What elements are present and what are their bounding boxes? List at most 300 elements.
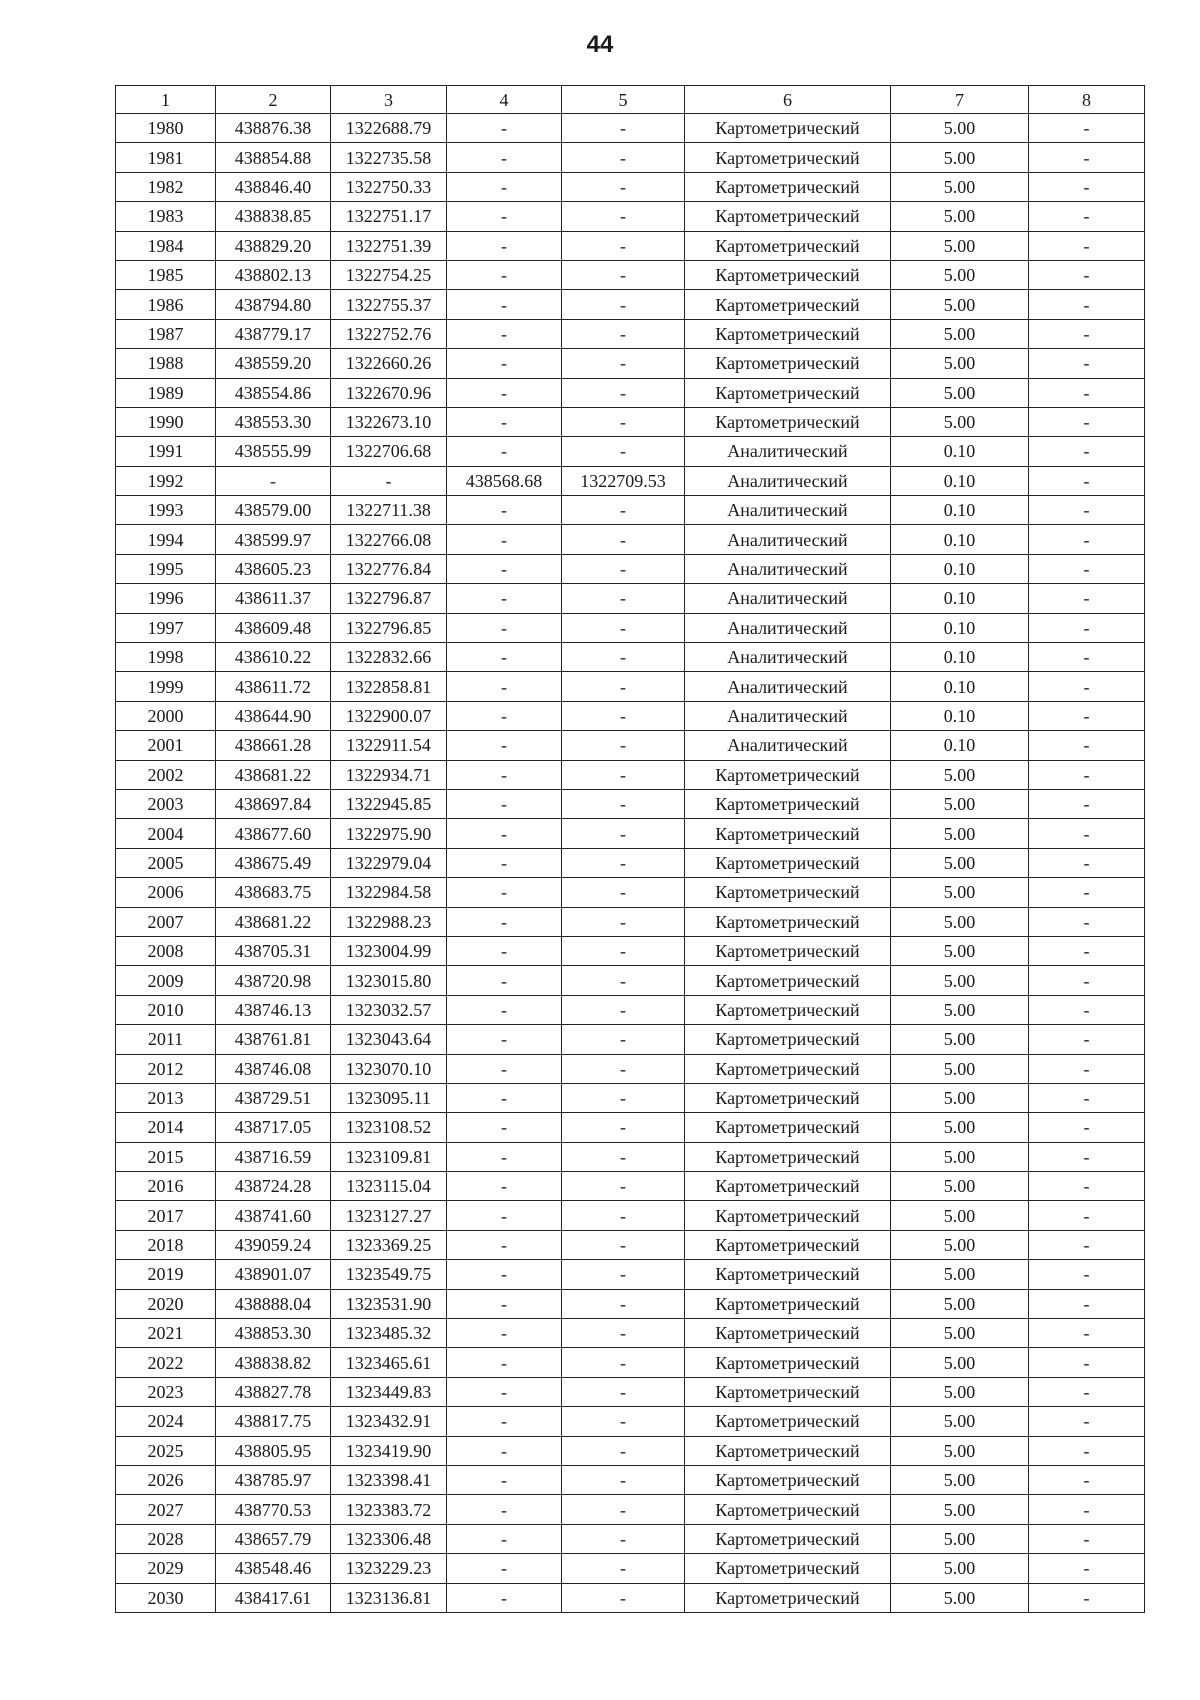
method-cell: Картометрический bbox=[685, 1260, 891, 1289]
x-coordinate-cell: 438605.23 bbox=[216, 554, 331, 583]
accuracy-cell: 0.10 bbox=[891, 701, 1029, 730]
accuracy-cell: 0.10 bbox=[891, 613, 1029, 642]
new-x-coordinate-cell: - bbox=[447, 1319, 562, 1348]
point-number-cell: 2028 bbox=[116, 1524, 216, 1553]
new-x-coordinate-cell: - bbox=[447, 1407, 562, 1436]
new-x-coordinate-cell: - bbox=[447, 1113, 562, 1142]
accuracy-cell: 5.00 bbox=[891, 1436, 1029, 1465]
accuracy-cell: 5.00 bbox=[891, 1083, 1029, 1112]
new-y-coordinate-cell: - bbox=[562, 554, 685, 583]
description-cell: - bbox=[1029, 1172, 1145, 1201]
new-y-coordinate-cell: - bbox=[562, 231, 685, 260]
table-row bbox=[116, 643, 1145, 672]
new-x-coordinate-cell: - bbox=[447, 1495, 562, 1524]
table-row bbox=[116, 1142, 1145, 1171]
description-cell: - bbox=[1029, 1142, 1145, 1171]
table-row bbox=[116, 907, 1145, 936]
point-number-cell: 2000 bbox=[116, 701, 216, 730]
point-number-cell: 2017 bbox=[116, 1201, 216, 1230]
table-row bbox=[116, 496, 1145, 525]
new-y-coordinate-cell: - bbox=[562, 1289, 685, 1318]
description-cell: - bbox=[1029, 1054, 1145, 1083]
description-cell: - bbox=[1029, 907, 1145, 936]
y-coordinate-cell: 1323229.23 bbox=[331, 1554, 447, 1583]
table-row bbox=[116, 1319, 1145, 1348]
new-y-coordinate-cell: - bbox=[562, 789, 685, 818]
method-cell: Картометрический bbox=[685, 1348, 891, 1377]
description-cell: - bbox=[1029, 613, 1145, 642]
new-x-coordinate-cell: - bbox=[447, 290, 562, 319]
point-number-cell: 2008 bbox=[116, 936, 216, 965]
method-cell: Аналитический bbox=[685, 437, 891, 466]
method-cell: Картометрический bbox=[685, 1083, 891, 1112]
x-coordinate-cell: 438705.31 bbox=[216, 936, 331, 965]
method-cell: Картометрический bbox=[685, 319, 891, 348]
new-x-coordinate-cell: - bbox=[447, 936, 562, 965]
y-coordinate-cell: 1322670.96 bbox=[331, 378, 447, 407]
table-row bbox=[116, 290, 1145, 319]
accuracy-cell: 5.00 bbox=[891, 819, 1029, 848]
x-coordinate-cell: 438846.40 bbox=[216, 172, 331, 201]
description-cell: - bbox=[1029, 114, 1145, 143]
method-cell: Аналитический bbox=[685, 554, 891, 583]
point-number-cell: 2025 bbox=[116, 1436, 216, 1465]
point-number-cell: 1999 bbox=[116, 672, 216, 701]
x-coordinate-cell: 438661.28 bbox=[216, 731, 331, 760]
new-x-coordinate-cell: - bbox=[447, 1083, 562, 1112]
x-coordinate-cell: 438827.78 bbox=[216, 1377, 331, 1406]
accuracy-cell: 0.10 bbox=[891, 496, 1029, 525]
accuracy-cell: 5.00 bbox=[891, 114, 1029, 143]
description-cell: - bbox=[1029, 1083, 1145, 1112]
table-row bbox=[116, 1436, 1145, 1465]
table-row bbox=[116, 1554, 1145, 1583]
new-y-coordinate-cell: - bbox=[562, 1583, 685, 1612]
accuracy-cell: 5.00 bbox=[891, 143, 1029, 172]
method-cell: Картометрический bbox=[685, 1495, 891, 1524]
x-coordinate-cell: 438553.30 bbox=[216, 407, 331, 436]
new-y-coordinate-cell: - bbox=[562, 260, 685, 289]
method-cell: Аналитический bbox=[685, 466, 891, 495]
new-y-coordinate-cell: - bbox=[562, 819, 685, 848]
method-cell: Картометрический bbox=[685, 966, 891, 995]
new-y-coordinate-cell: - bbox=[562, 1025, 685, 1054]
method-cell: Картометрический bbox=[685, 407, 891, 436]
point-number-cell: 2005 bbox=[116, 848, 216, 877]
description-cell: - bbox=[1029, 1348, 1145, 1377]
accuracy-cell: 5.00 bbox=[891, 378, 1029, 407]
accuracy-cell: 5.00 bbox=[891, 1319, 1029, 1348]
point-number-cell: 1996 bbox=[116, 584, 216, 613]
accuracy-cell: 5.00 bbox=[891, 1407, 1029, 1436]
table-row bbox=[116, 172, 1145, 201]
description-cell: - bbox=[1029, 731, 1145, 760]
new-y-coordinate-cell: - bbox=[562, 378, 685, 407]
point-number-cell: 2014 bbox=[116, 1113, 216, 1142]
description-cell: - bbox=[1029, 1230, 1145, 1259]
new-y-coordinate-cell: - bbox=[562, 1319, 685, 1348]
description-cell: - bbox=[1029, 995, 1145, 1024]
accuracy-cell: 0.10 bbox=[891, 437, 1029, 466]
table-row bbox=[116, 1289, 1145, 1318]
method-cell: Картометрический bbox=[685, 1407, 891, 1436]
method-cell: Картометрический bbox=[685, 1142, 891, 1171]
point-number-cell: 2011 bbox=[116, 1025, 216, 1054]
x-coordinate-cell: 438741.60 bbox=[216, 1201, 331, 1230]
table-body bbox=[116, 114, 1145, 1613]
new-y-coordinate-cell: - bbox=[562, 1407, 685, 1436]
x-coordinate-cell: 438609.48 bbox=[216, 613, 331, 642]
new-y-coordinate-cell: - bbox=[562, 319, 685, 348]
x-coordinate-cell: 438720.98 bbox=[216, 966, 331, 995]
y-coordinate-cell: 1323485.32 bbox=[331, 1319, 447, 1348]
point-number-cell: 1994 bbox=[116, 525, 216, 554]
description-cell: - bbox=[1029, 819, 1145, 848]
accuracy-cell: 0.10 bbox=[891, 731, 1029, 760]
x-coordinate-cell: 438417.61 bbox=[216, 1583, 331, 1612]
new-x-coordinate-cell: - bbox=[447, 760, 562, 789]
x-coordinate-cell: 438555.99 bbox=[216, 437, 331, 466]
description-cell: - bbox=[1029, 466, 1145, 495]
new-y-coordinate-cell: - bbox=[562, 1113, 685, 1142]
point-number-cell: 1993 bbox=[116, 496, 216, 525]
method-cell: Аналитический bbox=[685, 672, 891, 701]
new-y-coordinate-cell: 1322709.53 bbox=[562, 466, 685, 495]
method-cell: Картометрический bbox=[685, 1465, 891, 1494]
new-x-coordinate-cell: 438568.68 bbox=[447, 466, 562, 495]
description-cell: - bbox=[1029, 1113, 1145, 1142]
accuracy-cell: 5.00 bbox=[891, 995, 1029, 1024]
point-number-cell: 2016 bbox=[116, 1172, 216, 1201]
new-y-coordinate-cell: - bbox=[562, 731, 685, 760]
description-cell: - bbox=[1029, 260, 1145, 289]
point-number-cell: 2023 bbox=[116, 1377, 216, 1406]
method-cell: Аналитический bbox=[685, 701, 891, 730]
new-x-coordinate-cell: - bbox=[447, 172, 562, 201]
point-number-cell: 2002 bbox=[116, 760, 216, 789]
new-y-coordinate-cell: - bbox=[562, 672, 685, 701]
point-number-cell: 2012 bbox=[116, 1054, 216, 1083]
accuracy-cell: 5.00 bbox=[891, 172, 1029, 201]
point-number-cell: 2018 bbox=[116, 1230, 216, 1259]
table-row bbox=[116, 1377, 1145, 1406]
y-coordinate-cell: 1323095.11 bbox=[331, 1083, 447, 1112]
column-header-1: 1 bbox=[116, 86, 216, 114]
y-coordinate-cell: 1323070.10 bbox=[331, 1054, 447, 1083]
x-coordinate-cell: 438657.79 bbox=[216, 1524, 331, 1553]
new-x-coordinate-cell: - bbox=[447, 1377, 562, 1406]
point-number-cell: 1984 bbox=[116, 231, 216, 260]
x-coordinate-cell: 438770.53 bbox=[216, 1495, 331, 1524]
point-number-cell: 1989 bbox=[116, 378, 216, 407]
y-coordinate-cell: 1323398.41 bbox=[331, 1465, 447, 1494]
x-coordinate-cell: 438817.75 bbox=[216, 1407, 331, 1436]
new-y-coordinate-cell: - bbox=[562, 613, 685, 642]
x-coordinate-cell: 438888.04 bbox=[216, 1289, 331, 1318]
y-coordinate-cell: 1323306.48 bbox=[331, 1524, 447, 1553]
x-coordinate-cell: 438779.17 bbox=[216, 319, 331, 348]
new-y-coordinate-cell: - bbox=[562, 202, 685, 231]
new-y-coordinate-cell: - bbox=[562, 966, 685, 995]
new-x-coordinate-cell: - bbox=[447, 613, 562, 642]
new-y-coordinate-cell: - bbox=[562, 1083, 685, 1112]
point-number-cell: 2003 bbox=[116, 789, 216, 818]
new-x-coordinate-cell: - bbox=[447, 114, 562, 143]
y-coordinate-cell: 1323419.90 bbox=[331, 1436, 447, 1465]
y-coordinate-cell: 1322766.08 bbox=[331, 525, 447, 554]
x-coordinate-cell: 438548.46 bbox=[216, 1554, 331, 1583]
new-x-coordinate-cell: - bbox=[447, 1054, 562, 1083]
point-number-cell: 1990 bbox=[116, 407, 216, 436]
table-row bbox=[116, 1201, 1145, 1230]
description-cell: - bbox=[1029, 378, 1145, 407]
y-coordinate-cell: 1322755.37 bbox=[331, 290, 447, 319]
coordinates-table bbox=[115, 85, 1145, 1613]
new-y-coordinate-cell: - bbox=[562, 878, 685, 907]
column-header-2: 2 bbox=[216, 86, 331, 114]
new-y-coordinate-cell: - bbox=[562, 1260, 685, 1289]
description-cell: - bbox=[1029, 172, 1145, 201]
description-cell: - bbox=[1029, 202, 1145, 231]
accuracy-cell: 5.00 bbox=[891, 1260, 1029, 1289]
new-y-coordinate-cell: - bbox=[562, 936, 685, 965]
accuracy-cell: 5.00 bbox=[891, 848, 1029, 877]
table-row bbox=[116, 789, 1145, 818]
accuracy-cell: 0.10 bbox=[891, 672, 1029, 701]
new-y-coordinate-cell: - bbox=[562, 1524, 685, 1553]
y-coordinate-cell: 1322735.58 bbox=[331, 143, 447, 172]
method-cell: Картометрический bbox=[685, 1436, 891, 1465]
y-coordinate-cell: 1322832.66 bbox=[331, 643, 447, 672]
accuracy-cell: 5.00 bbox=[891, 290, 1029, 319]
description-cell: - bbox=[1029, 231, 1145, 260]
method-cell: Картометрический bbox=[685, 172, 891, 201]
new-y-coordinate-cell: - bbox=[562, 525, 685, 554]
method-cell: Аналитический bbox=[685, 496, 891, 525]
x-coordinate-cell: 438901.07 bbox=[216, 1260, 331, 1289]
accuracy-cell: 5.00 bbox=[891, 1113, 1029, 1142]
x-coordinate-cell: 438610.22 bbox=[216, 643, 331, 672]
accuracy-cell: 5.00 bbox=[891, 1465, 1029, 1494]
description-cell: - bbox=[1029, 672, 1145, 701]
method-cell: Картометрический bbox=[685, 760, 891, 789]
y-coordinate-cell: 1322975.90 bbox=[331, 819, 447, 848]
description-cell: - bbox=[1029, 848, 1145, 877]
y-coordinate-cell: 1322673.10 bbox=[331, 407, 447, 436]
table-header bbox=[116, 86, 1145, 114]
x-coordinate-cell: 438854.88 bbox=[216, 143, 331, 172]
point-number-cell: 2020 bbox=[116, 1289, 216, 1318]
y-coordinate-cell: 1322934.71 bbox=[331, 760, 447, 789]
x-coordinate-cell: 438746.13 bbox=[216, 995, 331, 1024]
accuracy-cell: 5.00 bbox=[891, 407, 1029, 436]
method-cell: Картометрический bbox=[685, 907, 891, 936]
description-cell: - bbox=[1029, 584, 1145, 613]
table-row bbox=[116, 1054, 1145, 1083]
y-coordinate-cell: 1322706.68 bbox=[331, 437, 447, 466]
table-row bbox=[116, 1524, 1145, 1553]
description-cell: - bbox=[1029, 1025, 1145, 1054]
y-coordinate-cell: 1322900.07 bbox=[331, 701, 447, 730]
new-y-coordinate-cell: - bbox=[562, 407, 685, 436]
point-number-cell: 2026 bbox=[116, 1465, 216, 1494]
x-coordinate-cell: 438746.08 bbox=[216, 1054, 331, 1083]
y-coordinate-cell: - bbox=[331, 466, 447, 495]
x-coordinate-cell: 438644.90 bbox=[216, 701, 331, 730]
y-coordinate-cell: 1323449.83 bbox=[331, 1377, 447, 1406]
method-cell: Аналитический bbox=[685, 643, 891, 672]
description-cell: - bbox=[1029, 1260, 1145, 1289]
accuracy-cell: 5.00 bbox=[891, 1142, 1029, 1171]
y-coordinate-cell: 1323369.25 bbox=[331, 1230, 447, 1259]
x-coordinate-cell: 438805.95 bbox=[216, 1436, 331, 1465]
accuracy-cell: 0.10 bbox=[891, 554, 1029, 583]
y-coordinate-cell: 1323531.90 bbox=[331, 1289, 447, 1318]
table-row bbox=[116, 407, 1145, 436]
description-cell: - bbox=[1029, 1407, 1145, 1436]
accuracy-cell: 5.00 bbox=[891, 1495, 1029, 1524]
y-coordinate-cell: 1323108.52 bbox=[331, 1113, 447, 1142]
description-cell: - bbox=[1029, 143, 1145, 172]
accuracy-cell: 5.00 bbox=[891, 878, 1029, 907]
description-cell: - bbox=[1029, 437, 1145, 466]
accuracy-cell: 5.00 bbox=[891, 1377, 1029, 1406]
header-row bbox=[116, 86, 1145, 114]
accuracy-cell: 5.00 bbox=[891, 1201, 1029, 1230]
point-number-cell: 1981 bbox=[116, 143, 216, 172]
new-y-coordinate-cell: - bbox=[562, 907, 685, 936]
table-row bbox=[116, 525, 1145, 554]
y-coordinate-cell: 1322752.76 bbox=[331, 319, 447, 348]
new-y-coordinate-cell: - bbox=[562, 848, 685, 877]
y-coordinate-cell: 1322945.85 bbox=[331, 789, 447, 818]
new-x-coordinate-cell: - bbox=[447, 143, 562, 172]
table-row bbox=[116, 1407, 1145, 1436]
table-row bbox=[116, 701, 1145, 730]
method-cell: Аналитический bbox=[685, 525, 891, 554]
accuracy-cell: 5.00 bbox=[891, 202, 1029, 231]
y-coordinate-cell: 1322751.17 bbox=[331, 202, 447, 231]
new-y-coordinate-cell: - bbox=[562, 1142, 685, 1171]
method-cell: Картометрический bbox=[685, 936, 891, 965]
accuracy-cell: 5.00 bbox=[891, 1524, 1029, 1553]
new-x-coordinate-cell: - bbox=[447, 1348, 562, 1377]
y-coordinate-cell: 1322688.79 bbox=[331, 114, 447, 143]
description-cell: - bbox=[1029, 936, 1145, 965]
new-x-coordinate-cell: - bbox=[447, 202, 562, 231]
method-cell: Картометрический bbox=[685, 378, 891, 407]
description-cell: - bbox=[1029, 349, 1145, 378]
method-cell: Картометрический bbox=[685, 1319, 891, 1348]
point-number-cell: 2013 bbox=[116, 1083, 216, 1112]
table-row bbox=[116, 1172, 1145, 1201]
x-coordinate-cell: 439059.24 bbox=[216, 1230, 331, 1259]
accuracy-cell: 5.00 bbox=[891, 907, 1029, 936]
table-row bbox=[116, 378, 1145, 407]
table-row bbox=[116, 819, 1145, 848]
point-number-cell: 1983 bbox=[116, 202, 216, 231]
point-number-cell: 1982 bbox=[116, 172, 216, 201]
point-number-cell: 2015 bbox=[116, 1142, 216, 1171]
new-y-coordinate-cell: - bbox=[562, 437, 685, 466]
column-header-3: 3 bbox=[331, 86, 447, 114]
point-number-cell: 2019 bbox=[116, 1260, 216, 1289]
new-y-coordinate-cell: - bbox=[562, 349, 685, 378]
x-coordinate-cell: 438677.60 bbox=[216, 819, 331, 848]
method-cell: Картометрический bbox=[685, 1524, 891, 1553]
y-coordinate-cell: 1322988.23 bbox=[331, 907, 447, 936]
new-x-coordinate-cell: - bbox=[447, 584, 562, 613]
new-x-coordinate-cell: - bbox=[447, 1436, 562, 1465]
new-y-coordinate-cell: - bbox=[562, 1201, 685, 1230]
x-coordinate-cell: 438876.38 bbox=[216, 114, 331, 143]
new-y-coordinate-cell: - bbox=[562, 1377, 685, 1406]
x-coordinate-cell: 438761.81 bbox=[216, 1025, 331, 1054]
method-cell: Картометрический bbox=[685, 1054, 891, 1083]
new-y-coordinate-cell: - bbox=[562, 496, 685, 525]
description-cell: - bbox=[1029, 1524, 1145, 1553]
table-row bbox=[116, 1230, 1145, 1259]
new-y-coordinate-cell: - bbox=[562, 290, 685, 319]
y-coordinate-cell: 1322660.26 bbox=[331, 349, 447, 378]
point-number-cell: 1986 bbox=[116, 290, 216, 319]
method-cell: Картометрический bbox=[685, 290, 891, 319]
new-x-coordinate-cell: - bbox=[447, 1172, 562, 1201]
point-number-cell: 2027 bbox=[116, 1495, 216, 1524]
accuracy-cell: 5.00 bbox=[891, 349, 1029, 378]
point-number-cell: 2022 bbox=[116, 1348, 216, 1377]
x-coordinate-cell: 438729.51 bbox=[216, 1083, 331, 1112]
table-row bbox=[116, 1348, 1145, 1377]
y-coordinate-cell: 1323136.81 bbox=[331, 1583, 447, 1612]
method-cell: Картометрический bbox=[685, 1230, 891, 1259]
point-number-cell: 1985 bbox=[116, 260, 216, 289]
accuracy-cell: 0.10 bbox=[891, 525, 1029, 554]
x-coordinate-cell: 438559.20 bbox=[216, 349, 331, 378]
new-x-coordinate-cell: - bbox=[447, 1142, 562, 1171]
new-y-coordinate-cell: - bbox=[562, 1230, 685, 1259]
accuracy-cell: 5.00 bbox=[891, 966, 1029, 995]
column-header-5: 5 bbox=[562, 86, 685, 114]
new-x-coordinate-cell: - bbox=[447, 437, 562, 466]
new-x-coordinate-cell: - bbox=[447, 407, 562, 436]
column-header-7: 7 bbox=[891, 86, 1029, 114]
accuracy-cell: 5.00 bbox=[891, 1554, 1029, 1583]
description-cell: - bbox=[1029, 496, 1145, 525]
new-x-coordinate-cell: - bbox=[447, 731, 562, 760]
x-coordinate-cell: 438697.84 bbox=[216, 789, 331, 818]
accuracy-cell: 5.00 bbox=[891, 1289, 1029, 1318]
description-cell: - bbox=[1029, 1465, 1145, 1494]
description-cell: - bbox=[1029, 525, 1145, 554]
point-number-cell: 1991 bbox=[116, 437, 216, 466]
table-row bbox=[116, 114, 1145, 143]
y-coordinate-cell: 1322751.39 bbox=[331, 231, 447, 260]
y-coordinate-cell: 1322858.81 bbox=[331, 672, 447, 701]
x-coordinate-cell: 438611.37 bbox=[216, 584, 331, 613]
y-coordinate-cell: 1322776.84 bbox=[331, 554, 447, 583]
new-x-coordinate-cell: - bbox=[447, 319, 562, 348]
new-y-coordinate-cell: - bbox=[562, 1054, 685, 1083]
new-x-coordinate-cell: - bbox=[447, 1583, 562, 1612]
y-coordinate-cell: 1323127.27 bbox=[331, 1201, 447, 1230]
table-row bbox=[116, 1465, 1145, 1494]
new-x-coordinate-cell: - bbox=[447, 643, 562, 672]
accuracy-cell: 0.10 bbox=[891, 584, 1029, 613]
new-y-coordinate-cell: - bbox=[562, 172, 685, 201]
new-y-coordinate-cell: - bbox=[562, 1436, 685, 1465]
method-cell: Картометрический bbox=[685, 202, 891, 231]
